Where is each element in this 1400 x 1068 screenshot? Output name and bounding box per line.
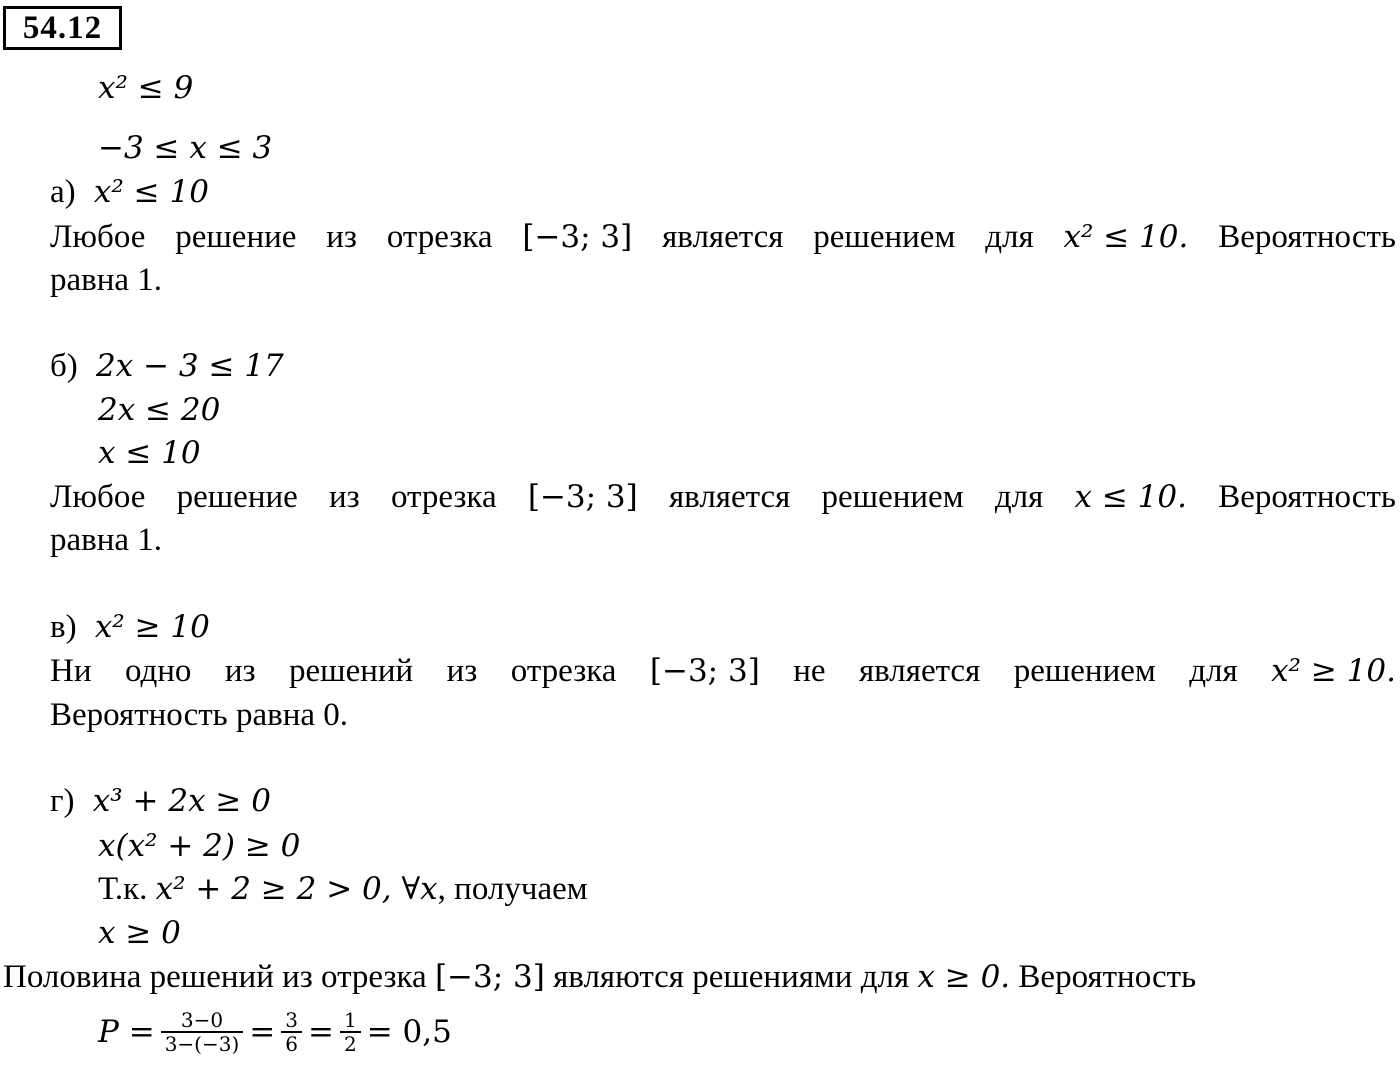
formula-lhs: P = xyxy=(98,1014,155,1050)
fraction-3-denominator: 2 xyxy=(340,1031,361,1055)
word: Вероятность xyxy=(1218,219,1396,255)
word: из xyxy=(326,219,357,255)
part-b xyxy=(50,346,284,386)
part-g-conclusion xyxy=(3,957,1196,997)
intro-interval: −3 ≤ x ≤ 3 xyxy=(98,130,273,166)
step3-suffix: , получаем xyxy=(437,871,588,907)
word: является xyxy=(669,479,791,515)
part-a-condition: x² ≤ 10 xyxy=(93,174,209,210)
word: решением xyxy=(1013,653,1156,689)
word: отрезка xyxy=(386,219,493,255)
word: для xyxy=(985,219,1034,255)
part-v-label: в) xyxy=(50,609,77,645)
part-a xyxy=(50,172,209,212)
word: для xyxy=(994,479,1044,515)
word: из xyxy=(224,653,256,689)
fraction-1-numerator: 3−0 xyxy=(180,1008,224,1032)
part-a-label: а) xyxy=(50,174,76,210)
part-v-text xyxy=(50,651,1396,691)
fraction-2 xyxy=(281,1009,302,1055)
word: решение xyxy=(176,479,298,515)
fraction-3-numerator: 1 xyxy=(343,1008,357,1032)
word: не xyxy=(793,653,826,689)
intro-inequality: x² ≤ 9 xyxy=(98,70,194,106)
part-v xyxy=(50,607,210,647)
problem-number: 54.12 xyxy=(3,6,122,50)
step3-prefix: Т.к. xyxy=(98,871,148,907)
word: решением xyxy=(821,479,964,515)
part-b-label: б) xyxy=(50,348,78,384)
word: Любое xyxy=(50,219,146,255)
word: Любое xyxy=(50,479,146,515)
part-g-step4: x ≥ 0 xyxy=(98,915,181,951)
word: из xyxy=(446,653,478,689)
part-g-step3 xyxy=(98,869,588,909)
conclusion-text-c: Вероятность xyxy=(1018,959,1197,995)
word: одно xyxy=(124,653,192,689)
fraction-1 xyxy=(161,1009,244,1055)
part-g-step1: x³ + 2x ≥ 0 xyxy=(92,783,271,819)
fraction-2-numerator: 3 xyxy=(285,1008,298,1032)
probability-formula xyxy=(98,998,452,1066)
math-condition: x ≤ 10. xyxy=(1074,479,1187,515)
interval: [−3; 3] xyxy=(649,653,760,689)
part-g-label: г) xyxy=(50,783,75,819)
conclusion-text-a: Половина решений из отрезка xyxy=(3,959,427,995)
math-condition: x² ≤ 10. xyxy=(1063,219,1189,255)
word: является xyxy=(662,219,784,255)
part-v-condition: x² ≥ 10 xyxy=(94,609,210,645)
word: из xyxy=(329,479,360,515)
conclusion-math: x ≥ 0. xyxy=(917,959,1011,995)
interval: [−3; 3] xyxy=(527,479,638,515)
word: отрезка xyxy=(510,653,617,689)
part-g xyxy=(50,781,271,821)
equals-sign: = xyxy=(307,1014,334,1050)
word: Ни xyxy=(50,653,92,689)
part-b-step3: x ≤ 10 xyxy=(98,435,201,471)
word: решение xyxy=(175,219,297,255)
conclusion-text-b: являются решениями для xyxy=(553,959,910,995)
word: отрезка xyxy=(390,479,497,515)
part-b-step2: 2x ≤ 20 xyxy=(98,392,221,428)
fraction-1-denominator: 3−(−3) xyxy=(161,1031,244,1055)
part-v-text-line2: Вероятность равна 0. xyxy=(50,697,349,733)
word: для xyxy=(1189,653,1238,689)
word: Вероятность xyxy=(1218,479,1396,515)
fraction-2-denominator: 6 xyxy=(281,1031,302,1055)
step3-math: x² + 2 ≥ 2 > 0, ∀x xyxy=(155,871,438,907)
conclusion-interval: [−3; 3] xyxy=(434,959,545,995)
interval: [−3; 3] xyxy=(522,219,633,255)
part-a-text-line2: равна 1. xyxy=(50,262,163,298)
part-b-step1: 2x − 3 ≤ 17 xyxy=(96,348,284,384)
part-b-text-line2: равна 1. xyxy=(50,522,163,558)
math-condition: x² ≥ 10. xyxy=(1271,653,1396,689)
part-a-text xyxy=(50,217,1396,257)
equals-sign: = xyxy=(249,1014,276,1050)
word: решений xyxy=(289,653,414,689)
part-g-step2: x(x² + 2) ≥ 0 xyxy=(98,828,301,864)
word: решением xyxy=(813,219,956,255)
word: является xyxy=(858,653,981,689)
fraction-3 xyxy=(340,1009,361,1055)
part-b-text xyxy=(50,477,1396,517)
formula-result: = 0,5 xyxy=(366,1014,452,1050)
